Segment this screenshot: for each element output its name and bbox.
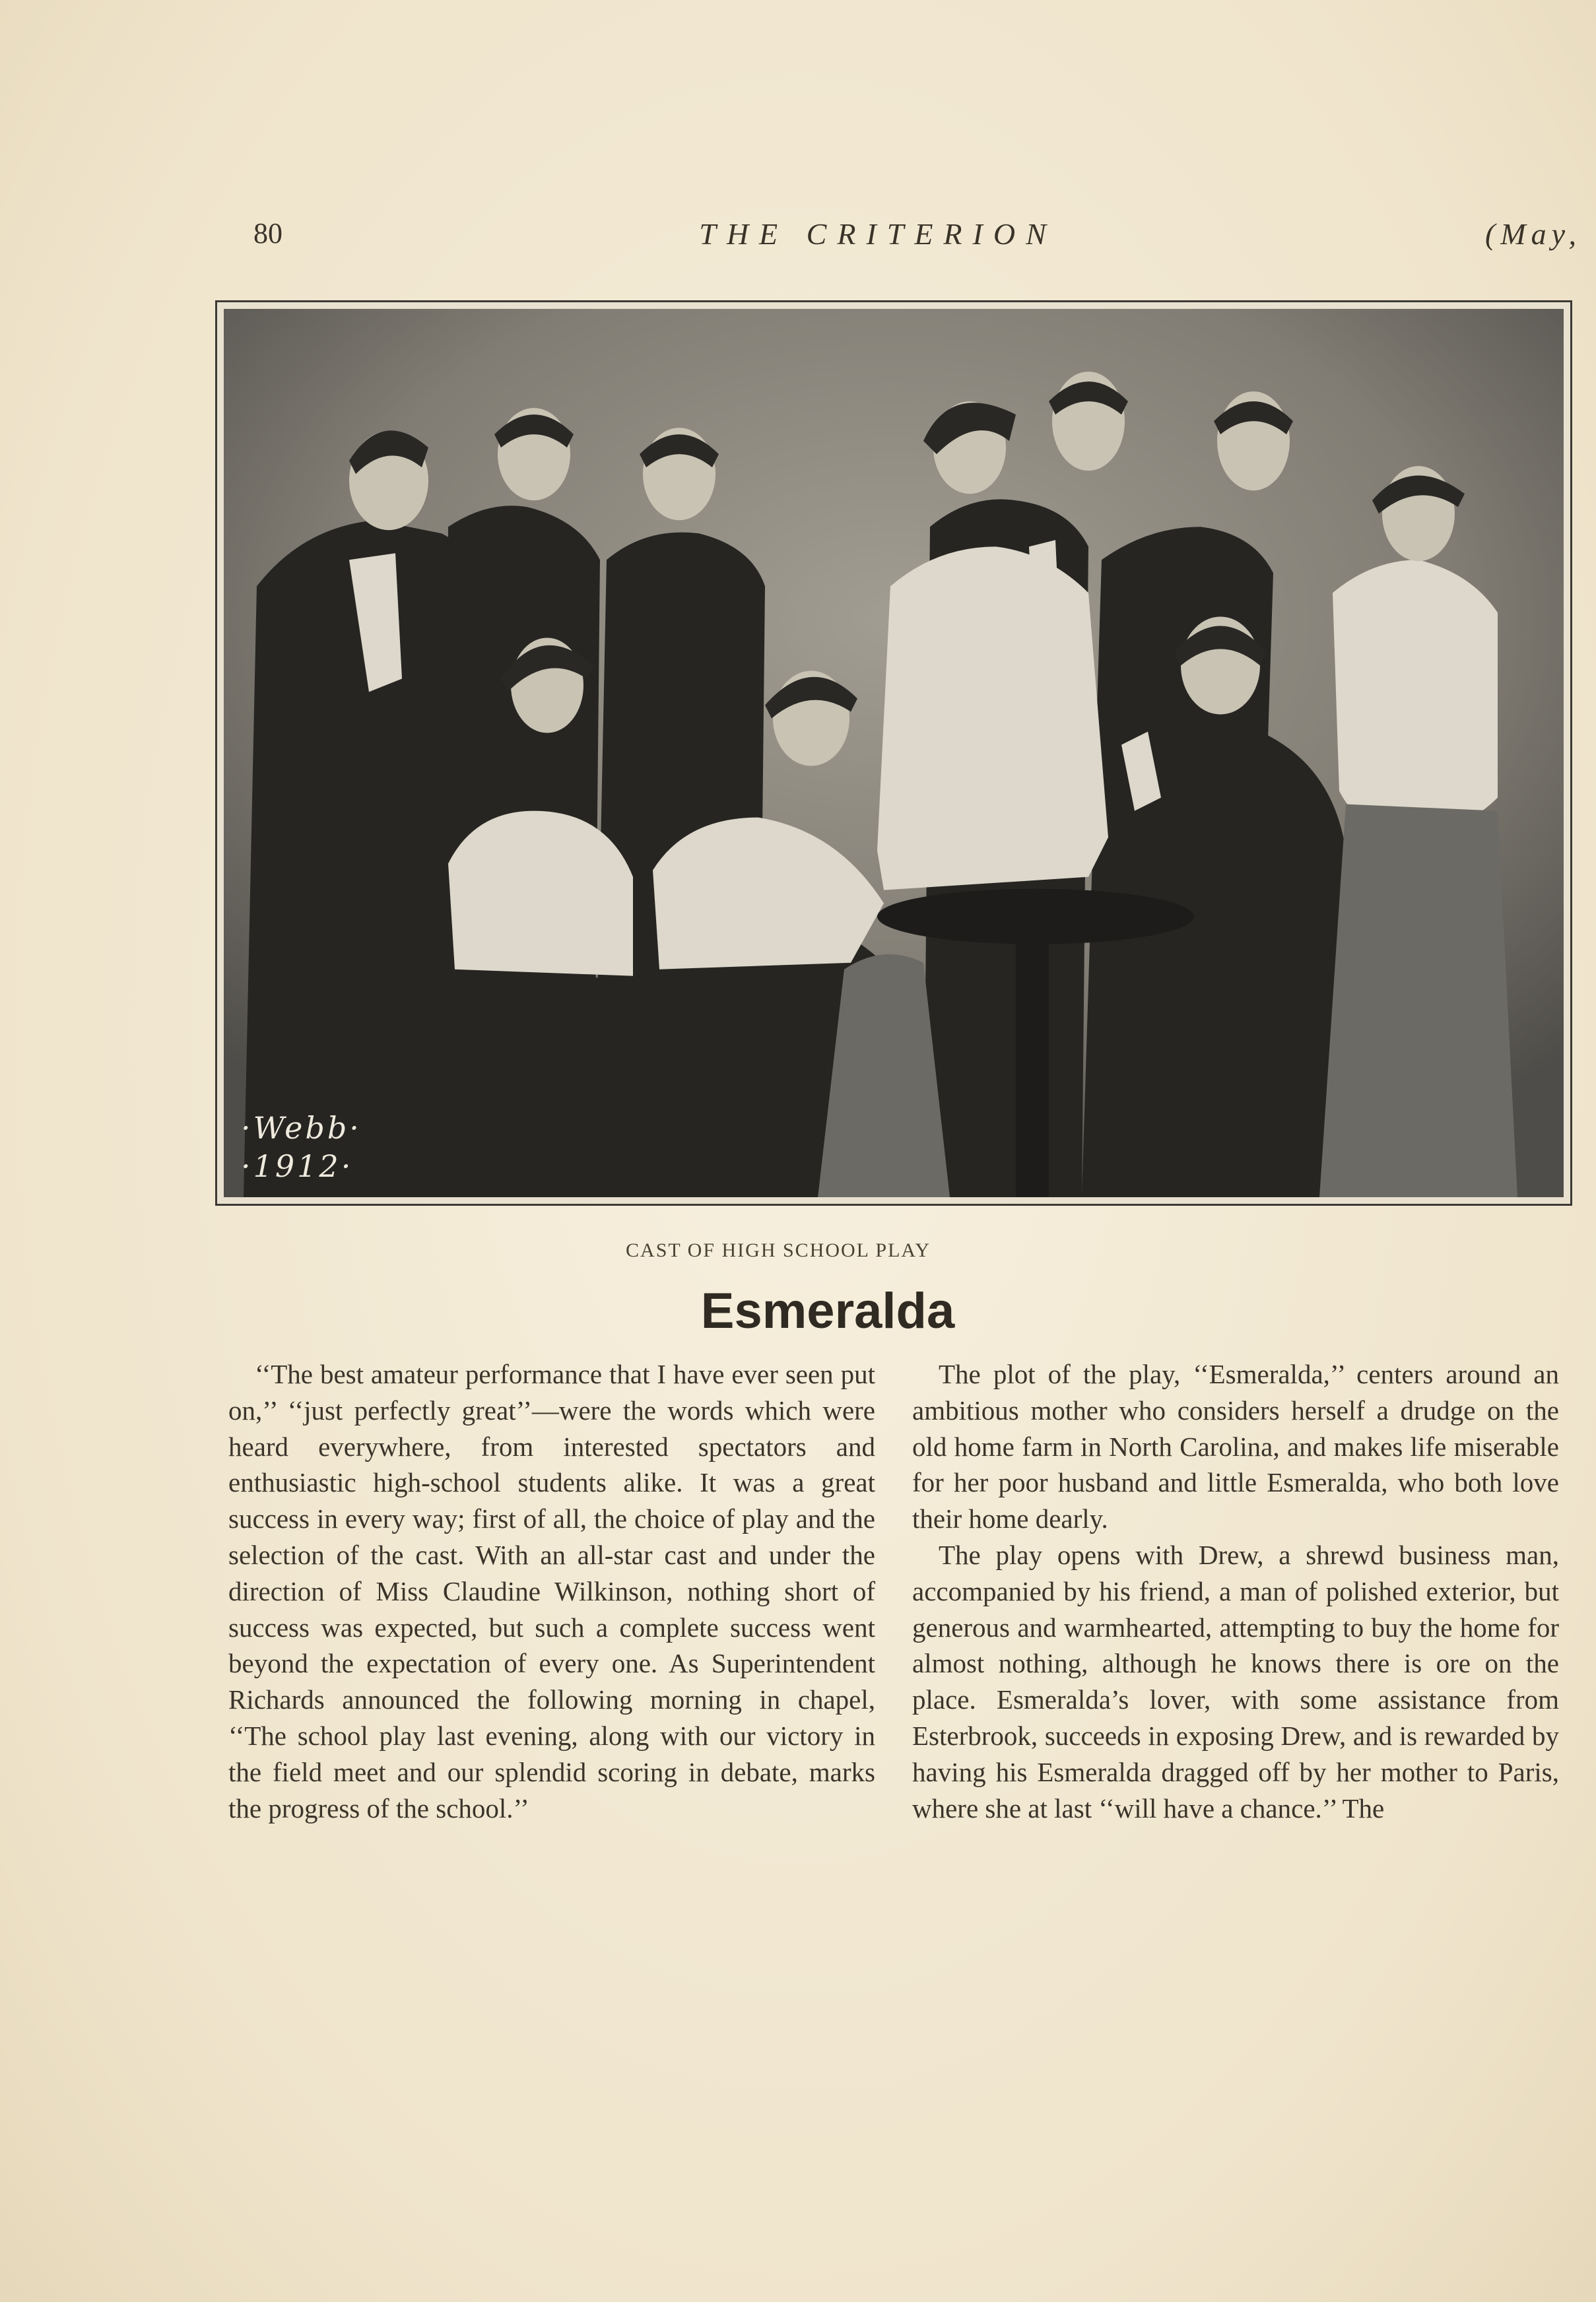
journal-title: THE CRITERION xyxy=(699,217,1057,251)
article-right-column xyxy=(912,1356,1559,1826)
article-left-column xyxy=(228,1356,875,1826)
cast-photograph xyxy=(215,300,1572,1206)
signature-name: ·Webb· xyxy=(241,1110,362,1146)
running-header xyxy=(253,216,1581,263)
page-number: 80 xyxy=(253,217,283,249)
issue-month: (May, xyxy=(1484,217,1581,251)
article-title: Esmeralda xyxy=(700,1283,955,1339)
photo-illustration xyxy=(224,309,1564,1197)
photographer-signature xyxy=(241,1109,362,1185)
article-paragraph: ‘‘The best amateur performance that I have ever seen put on,’’ ‘‘just perfectly great’’—were the words which were heard everywhere, from interested spectators and enthusiastic high-school students alike. It was a great success in every way; first of all, the choice of play and the selection of the cast. With an all-star cast and under the direction of Miss Claudine Wilkinson, nothing short of success was expected, but such a complete success went beyond the expectation of every one. As Superintendent Richards announced the following morning in chapel, ‘‘The school play last evening, along with our victory in the field meet and our splendid scoring in debate, marks the progress of the school.’’ xyxy=(228,1359,875,1824)
article-paragraph: The plot of the play, ‘‘Esmeralda,’’ centers around an ambitious mother who considers herself a drudge on the old home farm in North Carolina, and makes life miserable for her poor husband and little Esmeralda, who both love their home dearly. xyxy=(912,1359,1559,1534)
signature-year: ·1912· xyxy=(241,1148,354,1184)
article-paragraph: The play opens with Drew, a shrewd business man, accompanied by his friend, a man of polished exterior, but generous and warmhearted, attempting to buy the home for almost nothing, although he knows there is ore on the place. Esmeralda’s lover, with some assistance from Esterbrook, succeeds in exposing Drew, and is rewarded by having his Esmeralda dragged off by her mother to Paris, where she at last ‘‘will have a chance.’’ The xyxy=(912,1539,1559,1824)
photo-caption: CAST OF HIGH SCHOOL PLAY xyxy=(626,1239,931,1261)
photo-image xyxy=(224,309,1564,1197)
